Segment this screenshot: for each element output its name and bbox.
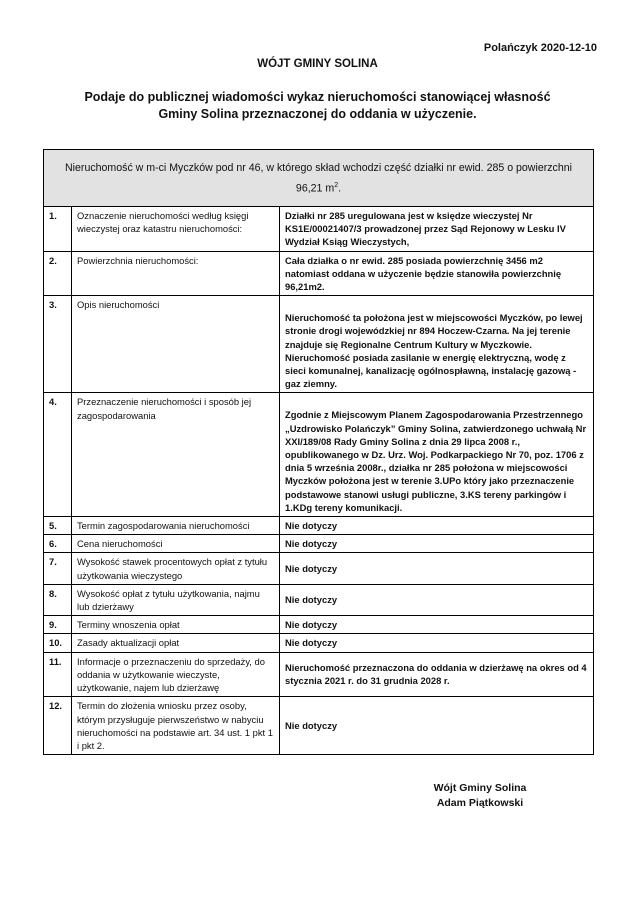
row-label: Opis nieruchomości <box>72 296 280 393</box>
signature-title: Wójt Gminy Solina <box>433 782 527 794</box>
row-number: 7. <box>44 553 72 584</box>
row-value: Nieruchomość przeznaczona do oddania w dzierżawę na okres od 4 stycznia 2021 r. do 31 grudnia 2028 r. <box>280 652 594 697</box>
table-row <box>44 616 594 634</box>
row-number: 1. <box>44 207 72 252</box>
row-label: Cena nieruchomości <box>72 535 280 553</box>
announcement-intro <box>0 89 635 123</box>
signature-block <box>420 781 540 811</box>
signature-name: Adam Piątkowski <box>436 797 524 809</box>
row-value: Nie dotyczy <box>280 553 594 584</box>
row-value: Nie dotyczy <box>280 517 594 535</box>
row-number: 2. <box>44 251 72 296</box>
row-label: Oznaczenie nieruchomości według księgi wieczystej oraz katastru nieruchomości: <box>72 207 280 252</box>
row-label: Informacje o przeznaczeniu do sprzedaży, do oddania w użytkowanie wieczyste, użytkowanie, najem lub dzierżawę <box>72 652 280 697</box>
row-label: Zasady aktualizacji opłat <box>72 634 280 652</box>
row-value: Zgodnie z Miejscowym Planem Zagospodarowania Przestrzennego „Uzdrowisko Polańczyk” Gminy Solina, zatwierdzonego uchwałą Nr XXI/189/08 Rady Gminy Solina z dnia 29 lipca 2008 r., opublikowanego w Dz. Urz. Woj. Podkarpackiego Nr 70, poz. 1706 z dnia 5 września 2008r., działka nr 285 położona w miejscowości Myczków położona jest w terenie 3.UPo który jako przeznaczenie podstawowe stanowi usługi publiczne, 3.KS tereny parkingów i 1.KDg tereny komunikacji. <box>280 393 594 517</box>
table-row <box>44 207 594 252</box>
row-label: Terminy wnoszenia opłat <box>72 616 280 634</box>
row-value: Nieruchomość ta położona jest w miejscowości Myczków, po lewej stronie drogi wojewódzkiej nr 894 Hoczew-Czarna. Na jej terenie znajduje się Regionalne Centrum Kultury w Myczkowie. Nieruchomość posiada zasilanie w energię elektryczną, wodę z sieci komunalnej, kanalizację ogólnospławną, instalację gazową - gaz ziemny. <box>280 296 594 393</box>
table-row <box>44 652 594 697</box>
row-number: 3. <box>44 296 72 393</box>
row-label: Wysokość stawek procentowych opłat z tytułu użytkowania wieczystego <box>72 553 280 584</box>
row-label: Termin do złożenia wniosku przez osoby, którym przysługuje pierwszeństwo w nabyciu nieruchomości na podstawie art. 34 ust. 1 pkt 1 i pkt 2. <box>72 697 280 755</box>
row-number: 11. <box>44 652 72 697</box>
row-label: Wysokość opłat z tytułu użytkowania, najmu lub dzierżawy <box>72 584 280 615</box>
row-number: 9. <box>44 616 72 634</box>
table-row <box>44 517 594 535</box>
intro-line-2: Gminy Solina przeznaczonej do oddania w użyczenie. <box>158 107 477 121</box>
table-row <box>44 251 594 296</box>
row-number: 6. <box>44 535 72 553</box>
row-number: 5. <box>44 517 72 535</box>
table-row <box>44 393 594 517</box>
place-date: Polańczyk 2020-12-10 <box>483 42 597 54</box>
table-row <box>44 296 594 393</box>
row-label: Przeznaczenie nieruchomości i sposób jej zagospodarowania <box>72 393 280 517</box>
table-row <box>44 553 594 584</box>
property-title: Nieruchomość w m-ci Myczków pod nr 46, w którego skład wchodzi część działki nr ewid. 285 o powierzchni 96,21 $m^2$. <box>44 150 594 207</box>
issuing-authority: WÓJT GMINY SOLINA <box>257 58 378 70</box>
row-number: 8. <box>44 584 72 615</box>
row-value: Nie dotyczy <box>280 616 594 634</box>
row-number: 4. <box>44 393 72 517</box>
row-value: Działki nr 285 uregulowana jest w księdze wieczystej Nr KS1E/00021407/3 prowadzonej przez Sąd Rejonowy w Lesku IV Wydział Ksiąg Wieczystych, <box>280 207 594 252</box>
property-table <box>43 149 594 755</box>
row-label: Termin zagospodarowania nieruchomości <box>72 517 280 535</box>
row-value: Nie dotyczy <box>280 697 594 755</box>
property-title-row <box>44 150 594 207</box>
row-value: Nie dotyczy <box>280 535 594 553</box>
row-value: Nie dotyczy <box>280 584 594 615</box>
row-value: Cała działka o nr ewid. 285 posiada powierzchnię 3456 m2 natomiast oddana w użyczenie będzie stanowiła powierzchnię 96,21m2. <box>280 251 594 296</box>
intro-line-1: Podaje do publicznej wiadomości wykaz nieruchomości stanowiącej własność <box>84 90 551 104</box>
table-row <box>44 634 594 652</box>
table-row <box>44 535 594 553</box>
row-value: Nie dotyczy <box>280 634 594 652</box>
row-number: 10. <box>44 634 72 652</box>
row-number: 12. <box>44 697 72 755</box>
table-row <box>44 584 594 615</box>
row-label: Powierzchnia nieruchomości: <box>72 251 280 296</box>
table-row <box>44 697 594 755</box>
